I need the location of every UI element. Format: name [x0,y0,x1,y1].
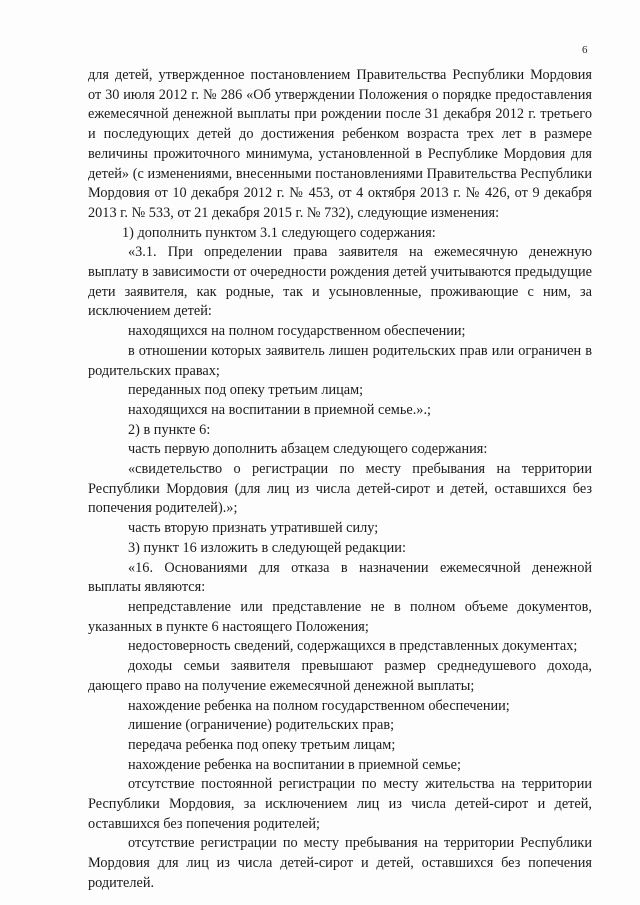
paragraph-item-1: 1) дополнить пунктом 3.1 следующего содержания: [122,224,436,241]
paragraph-3-1: «3.1. При определении права заявителя на ежемесячную денежную выплату в зависимости от очередности рождения детей учитываются предыдущие дети заявителя, как родные, так и усыновленные, проживающие с ним, за исключением детей: [88,244,592,320]
paragraph-part-two: часть вторую признать утратившей силу; [128,520,379,537]
paragraph-exception-4: находящихся на воспитании в приемной семье.».; [128,401,431,418]
paragraph-item-2: 2) в пункте 6: [128,421,211,438]
paragraph-ground-5: лишение (ограничение) родительских прав; [128,717,395,734]
paragraph-item-3: 3) пункт 16 изложить в следующей редакции: [128,539,406,556]
paragraph-certificate: «свидетельство о регистрации по месту пребывания на территории Республики Мордовия (для лиц из числа детей-сирот и детей, оставшихся без попечения родителей).»; [88,461,592,517]
paragraph-exception-3: переданных под опеку третьим лицам; [128,382,364,399]
paragraph-ground-2: недостоверность сведений, содержащихся в представленных документах; [128,638,578,655]
paragraph-ground-3: доходы семьи заявителя превышают размер среднедушевого дохода, дающего право на получение ежемесячной денежной выплаты; [88,658,592,694]
page-number: 6 [582,44,588,56]
paragraph-ground-9: отсутствие регистрации по месту пребывания на территории Республики Мордовия для лиц из числа детей-сирот и детей, оставшихся без попечения родителей. [88,835,592,891]
paragraph-16: «16. Основаниями для отказа в назначении ежемесячной денежной выплаты являются: [88,559,592,596]
paragraph-ground-8: отсутствие постоянной регистрации по месту жительства на территории Республики Мордовия, за исключением лиц из числа детей-сирот и детей, оставшихся без попечения родителей; [88,776,592,832]
paragraph-ground-1: непредставление или представление не в полном объеме документов, указанных в пункте 6 настоящего Положения; [88,598,592,635]
paragraph-part-one: часть первую дополнить абзацем следующего содержания: [128,441,488,458]
document-body [88,66,592,894]
paragraph-ground-4: нахождение ребенка на полном государственном обеспечении; [128,697,510,714]
paragraph-exception-1: находящихся на полном государственном обеспечении; [128,323,466,340]
paragraph-exception-2: в отношении которых заявитель лишен родительских прав или ограничен в родительских правах; [88,342,592,379]
paragraph-ground-6: передача ребенка под опеку третьим лицам; [128,736,396,753]
paragraph-intro: для детей, утвержденное постановлением Правительства Республики Мордовия от 30 июля 2012 г. № 286 «Об утверждении Положения о порядке предоставления ежемесячной денежной выплаты при рождении после 31 декабря 2012 г. третьего и последующих детей до достижения ребенком возраста трех лет в размере величины прожиточного минимума, установленной в Республике Мордовия для детей» (с изменениями, внесенными постановлениями Правительства Республики Мордовия от 10 декабря 2012 г. № 453, от 4 октября 2013 г. № 426, от 9 декабря 2013 г. № 533, от 21 декабря 2015 г. № 732), следующие изменения: [88,67,592,221]
paragraph-ground-7: нахождение ребенка на воспитании в приемной семье; [128,756,461,773]
